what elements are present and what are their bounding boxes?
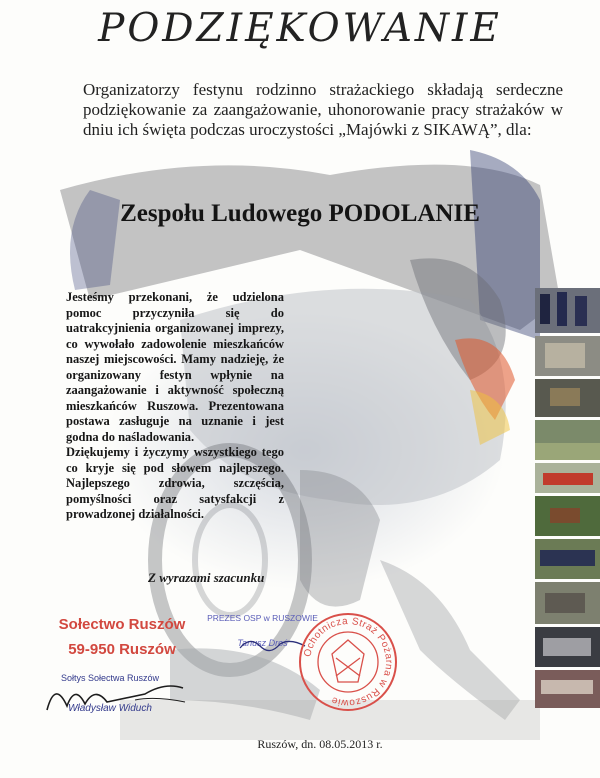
soltys-stamp-name: Władysław Widuch bbox=[68, 703, 152, 714]
message-paragraph: Jesteśmy przekonani, że udzielona pomoc przyczyniła się do uatrakcyjnienia organizowanej imprezy, co wywołało zadowolenie mieszkańców naszej miejscowości. Mamy nadzieję, że organizowany festyn wpłynie na zaangażowanie i aktywność społeczną mieszkańców Ruszowa. Prezentowana postawa zasługuje na uznanie i jest godna do naśladowania. bbox=[66, 290, 284, 444]
message-paragraph: Dziękujemy i życzymy wszystkiego tego co kryje się pod słowem najlepszego. Najlepszego zdrowia, szczęścia, pomyślności oraz satysfakcji z prowadzonej działalności. bbox=[66, 445, 284, 521]
soltys-stamp-title: Sołtys Sołectwa Ruszów bbox=[60, 673, 160, 683]
closing-phrase: Z wyrazami szacunku bbox=[148, 570, 265, 585]
photo-strip bbox=[535, 288, 600, 708]
seal-text: Ochotnicza Straż Pożarna w Ruszowie bbox=[302, 615, 395, 709]
solectwo-stamp bbox=[42, 612, 202, 662]
soltys-signature bbox=[35, 672, 195, 722]
document-date: Ruszów, dn. 08.05.2013 r. bbox=[257, 737, 383, 751]
osp-seal-stamp bbox=[296, 610, 400, 714]
prezes-stamp-title: PREZES OSP w RUSZOWIE bbox=[207, 613, 318, 623]
intro-paragraph: Organizatorzy festynu rodzinno strażackiego składają serdeczne podziękowanie za zaangażowanie, uhonorowanie pracy strażaków w dniu ich święta podczas uroczystości „Majówki z SIKAWĄ”, dla: bbox=[83, 80, 563, 139]
prezes-stamp-name: Tanusz Droś bbox=[237, 638, 288, 648]
recipient-name: Zespołu Ludowego PODOLANIE bbox=[120, 200, 480, 227]
document-title: PODZIĘKOWANIE bbox=[98, 6, 502, 51]
solectwo-stamp-line: 59-950 Ruszów bbox=[68, 641, 176, 658]
message-body bbox=[66, 290, 284, 523]
solectwo-stamp-line: Sołectwo Ruszów bbox=[58, 616, 186, 633]
svg-text:Ochotnicza Straż Pożarna w Rus bbox=[302, 616, 394, 708]
